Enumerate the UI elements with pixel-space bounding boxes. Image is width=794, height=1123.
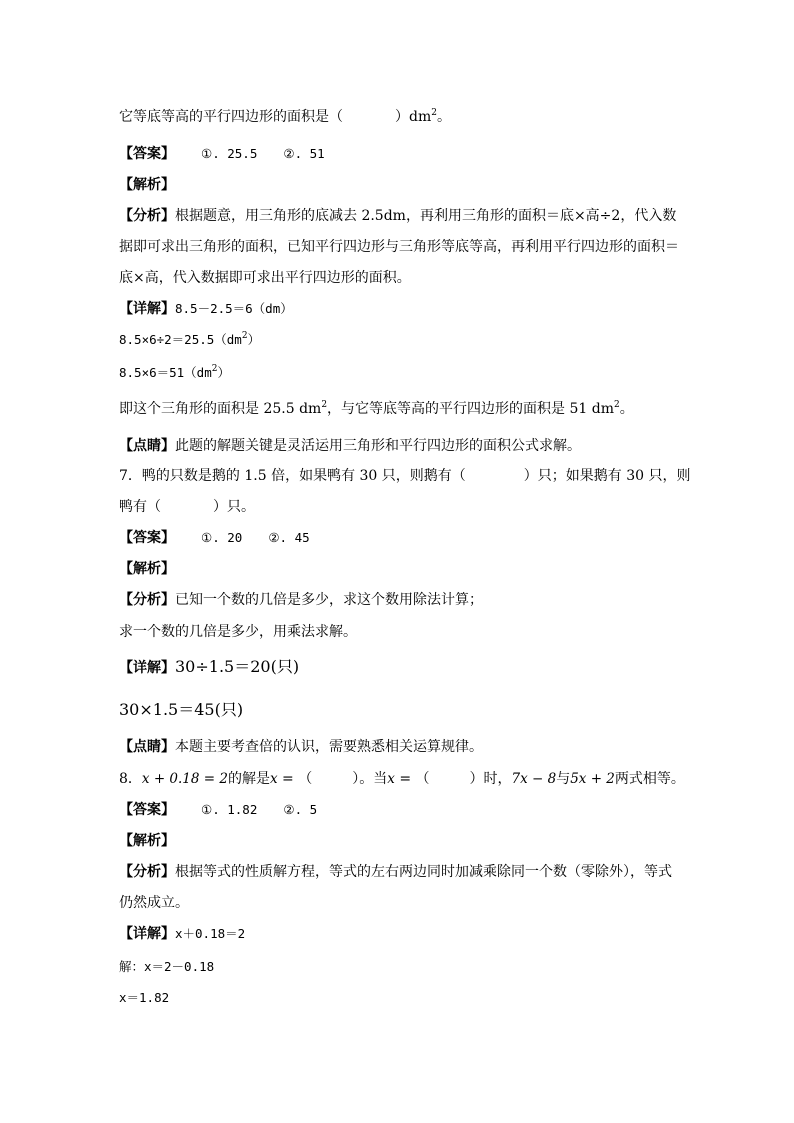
superscript: 2 [431, 108, 437, 118]
answer-2: ②. 51 [283, 146, 325, 161]
superscript: 2 [211, 364, 218, 374]
analysis-tag: 【分析】 [119, 592, 175, 608]
text: ）只。 [213, 499, 255, 515]
text: = （ [277, 771, 313, 787]
question-number: 8． [119, 771, 142, 787]
text: x＋0.18＝2 [175, 926, 246, 941]
analysis-line: 据即可求出三角形的面积，已知平行四边形与三角形等底等高，再利用平行四边形的面积＝ [119, 239, 679, 255]
comment-line [119, 738, 483, 756]
analysis-tag: 【分析】 [119, 208, 175, 224]
text: 已知一个数的几倍是多少，求这个数用除法计算； [175, 592, 483, 608]
answer-line [119, 529, 310, 547]
detail-line [119, 925, 245, 943]
comment-tag: 【点睛】 [119, 739, 175, 755]
answer-line [119, 145, 325, 163]
analysis-line [119, 591, 483, 609]
answer-line [119, 801, 317, 819]
detail-line [119, 300, 293, 318]
text: ）dm [395, 109, 432, 125]
analysis-heading: 【解析】 [119, 561, 175, 577]
text: 8.5×6÷2＝25.5（dm [119, 332, 242, 347]
question-8-line [119, 770, 685, 788]
answer-tag: 【答案】 [119, 530, 175, 546]
detail-tag: 【详解】 [119, 926, 175, 942]
expression: 5x + 2 [570, 771, 615, 787]
answer-1: ①. 20 [201, 530, 243, 545]
analysis-line [119, 207, 676, 225]
text: ） [247, 332, 261, 347]
detail-line [119, 331, 260, 349]
analysis-heading: 【解析】 [119, 833, 175, 849]
text: 。 [436, 109, 451, 125]
text: ）只；如果鹅有 30 只，则 [523, 468, 691, 484]
text: ） [217, 365, 230, 380]
formula: 30÷1.5＝20(只) [175, 657, 300, 676]
text: ）。当 [352, 771, 388, 787]
text: 根据题意，用三角形的底减去 2.5dm，再利用三角形的面积＝底×高÷2，代入数 [175, 208, 677, 224]
analysis-line: 仍然成立。 [119, 895, 189, 911]
detail-line [119, 364, 230, 382]
text: 7．鸭的只数是鹅的 1.5 倍，如果鸭有 30 只，则鹅有（ [119, 468, 466, 484]
text: 两式相等。 [614, 771, 685, 787]
analysis-heading: 【解析】 [119, 177, 175, 193]
detail-line: 解：x＝2－0.18 [119, 959, 215, 974]
superscript: 2 [241, 331, 248, 341]
variable: x [387, 771, 395, 787]
answer-2: ②. 45 [268, 530, 310, 545]
detail-tag: 【详解】 [119, 301, 175, 317]
detail-tag: 【详解】 [119, 660, 175, 676]
superscript: 2 [321, 400, 328, 410]
text: 根据等式的性质解方程，等式的左右两边同时加减乘除同一个数（零除外），等式 [175, 864, 672, 880]
text: 此题的解题关键是灵活运用三角形和平行四边形的面积公式求解。 [175, 438, 581, 454]
superscript: 2 [614, 400, 620, 410]
text: 本题主要考查倍的认识，需要熟悉相关运算规律。 [175, 739, 483, 755]
answer-tag: 【答案】 [119, 146, 175, 162]
expression: 7x − 8 [511, 771, 557, 787]
text: = （ [394, 771, 430, 787]
equation: x + 0.18 = 2 [141, 771, 228, 787]
detail-line [119, 400, 634, 418]
question-7-line [119, 498, 255, 516]
text: 8.5×6＝51（dm [119, 365, 212, 380]
detail-line [119, 658, 299, 677]
answer-1: ①. 1.82 [201, 802, 258, 817]
text: 它等底等高的平行四边形的面积是（ [119, 109, 343, 125]
analysis-tag: 【分析】 [119, 864, 175, 880]
text: 。 [619, 401, 634, 417]
text: ，与它等底等高的平行四边形的面积是 51 dm [327, 401, 614, 417]
text: 与 [556, 771, 571, 787]
text: 即这个三角形的面积是 25.5 dm [119, 401, 322, 417]
answer-2: ②. 5 [283, 802, 318, 817]
analysis-line [119, 863, 672, 881]
comment-tag: 【点睛】 [119, 438, 175, 454]
text: 8.5－2.5＝6（dm） [175, 301, 293, 316]
text: 的解是 [227, 771, 270, 787]
answer-tag: 【答案】 [119, 802, 175, 818]
analysis-line: 求一个数的几倍是多少，用乘法求解。 [119, 624, 357, 640]
q6-tail-line [119, 108, 451, 126]
comment-line [119, 437, 581, 455]
formula-line: 30×1.5＝45(只) [119, 700, 244, 719]
text: ）时， [469, 771, 512, 787]
detail-line: x＝1.82 [119, 990, 170, 1005]
question-7-line [119, 467, 691, 485]
variable: x [269, 771, 278, 787]
answer-1: ①. 25.5 [201, 146, 258, 161]
text: 鸭有（ [119, 499, 161, 515]
analysis-line: 底×高，代入数据即可求出平行四边形的面积。 [119, 270, 411, 286]
